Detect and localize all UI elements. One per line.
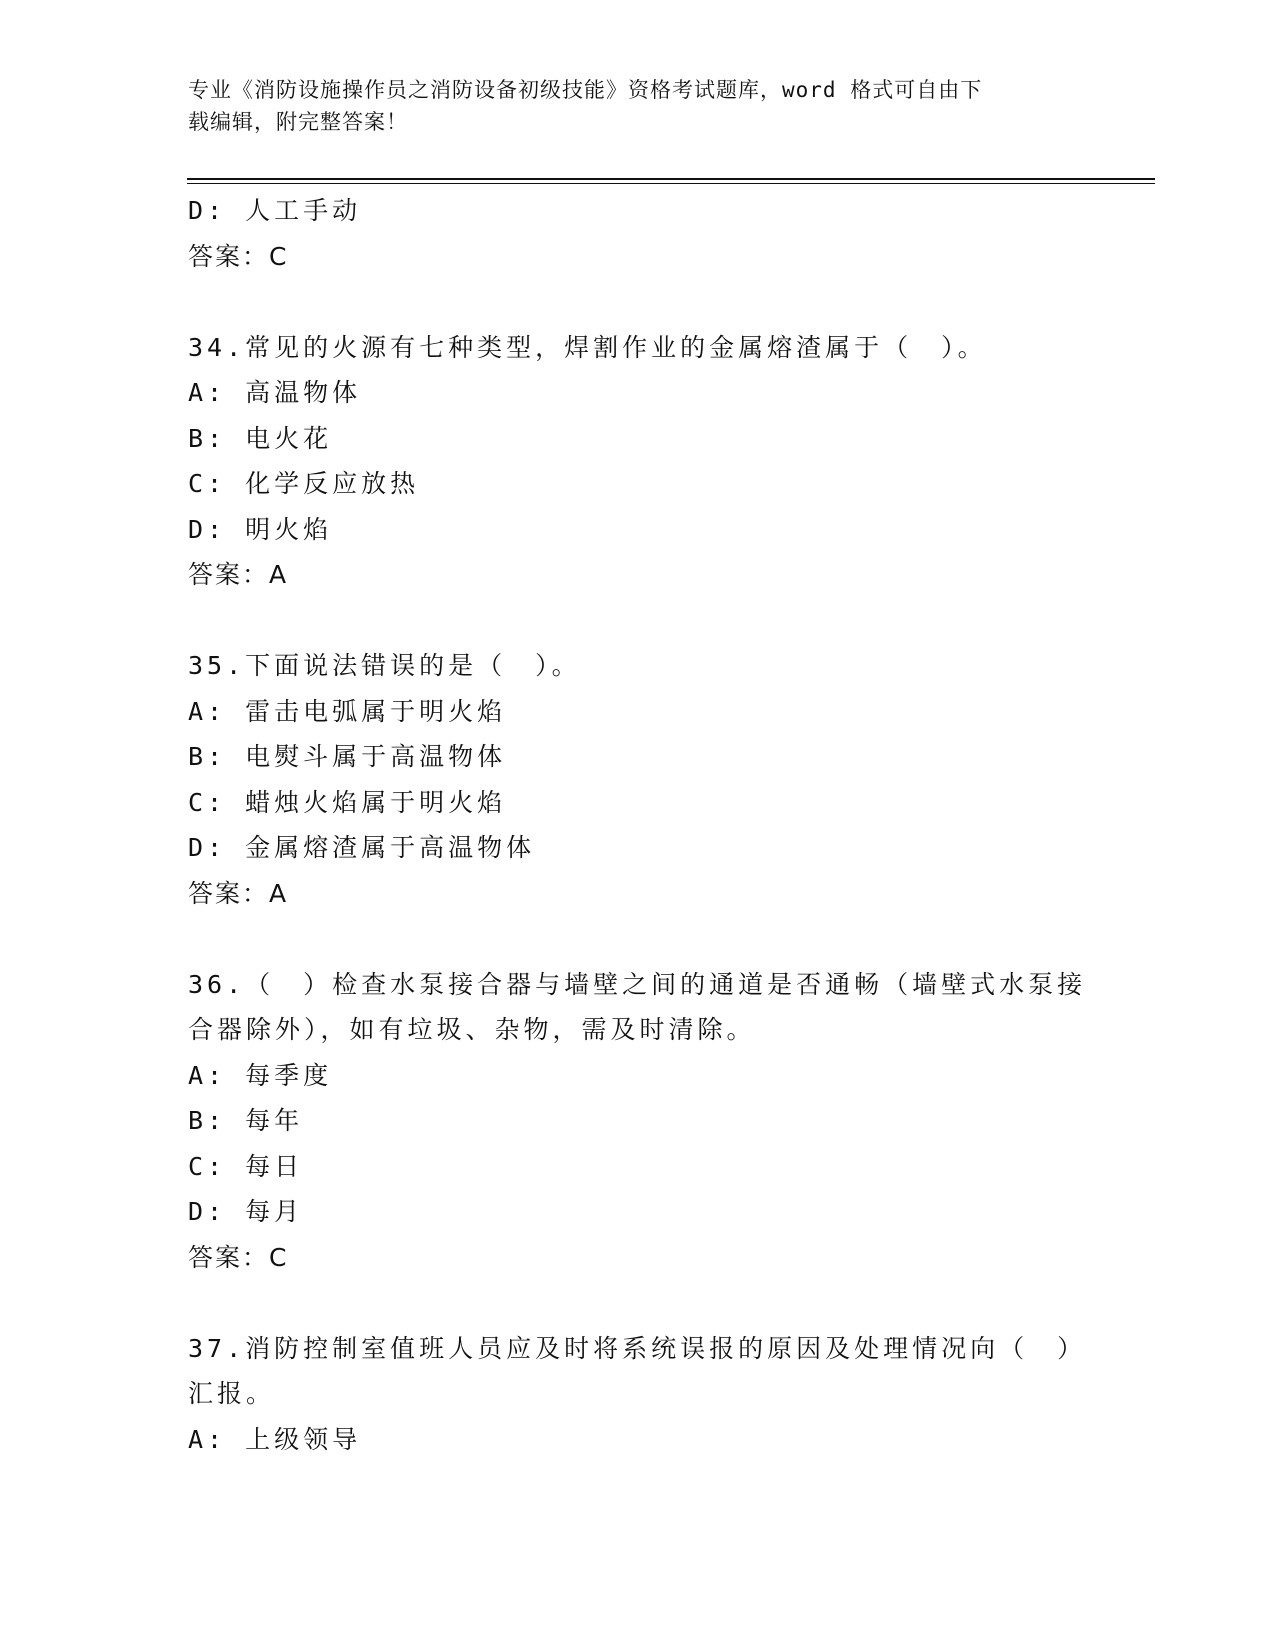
spacer [188, 1280, 1088, 1326]
question-35 [188, 643, 1088, 916]
answer-line: 答案：A [188, 560, 289, 589]
spacer [188, 916, 1088, 962]
option-d: D: 金属熔渣属于高温物体 [188, 833, 536, 862]
question-stem: 35.下面说法错误的是（ ）。 [188, 651, 581, 680]
spacer [188, 279, 1088, 325]
option-b: B: 电熨斗属于高温物体 [188, 742, 507, 771]
header-divider [187, 178, 1155, 180]
option-d: D: 明火焰 [188, 514, 333, 544]
option-c: C: 每日 [188, 1151, 304, 1181]
option-c: C: 蜡烛火焰属于明火焰 [188, 787, 507, 817]
answer-line: 答案：C [188, 241, 289, 271]
option-d: D: 每月 [188, 1197, 304, 1226]
option-a: A: 上级领导 [188, 1424, 362, 1454]
option-a: A: 每季度 [188, 1060, 333, 1090]
answer-line: 答案：A [188, 878, 289, 908]
page-header [188, 74, 1088, 138]
option-c: C: 化学反应放热 [188, 469, 420, 498]
question-stem-continued: 汇报。 [188, 1379, 276, 1408]
option-a: A: 雷击电弧属于明火焰 [188, 696, 507, 726]
question-37 [188, 1326, 1088, 1463]
option-d: D: 人工手动 [188, 196, 362, 225]
question-36 [188, 962, 1088, 1281]
question-stem: 36.（ ）检查水泵接合器与墙壁之间的通道是否通畅（墙壁式水泵接 [188, 969, 1087, 999]
option-a: A: 高温物体 [188, 378, 362, 407]
question-stem: 34.常见的火源有七种类型，焊割作业的金属熔渣属于（ ）。 [188, 332, 987, 362]
header-divider-thin [187, 183, 1155, 184]
option-b: B: 电火花 [188, 423, 333, 453]
header-line-2: 载编辑，附完整答案！ [188, 110, 408, 134]
answer-line: 答案：C [188, 1242, 289, 1272]
question-content [188, 188, 1088, 1462]
question-stem: 37.消防控制室值班人员应及时将系统误报的原因及处理情况向（ ） [188, 1333, 1087, 1363]
question-stem-continued: 合器除外），如有垃圾、杂物，需及时清除。 [188, 1015, 756, 1044]
option-b: B: 每年 [188, 1106, 304, 1135]
spacer [188, 598, 1088, 644]
question-34 [188, 325, 1088, 598]
header-line-1: 专业《消防设施操作员之消防设备初级技能》资格考试题库，word 格式可自由下 [188, 78, 983, 102]
